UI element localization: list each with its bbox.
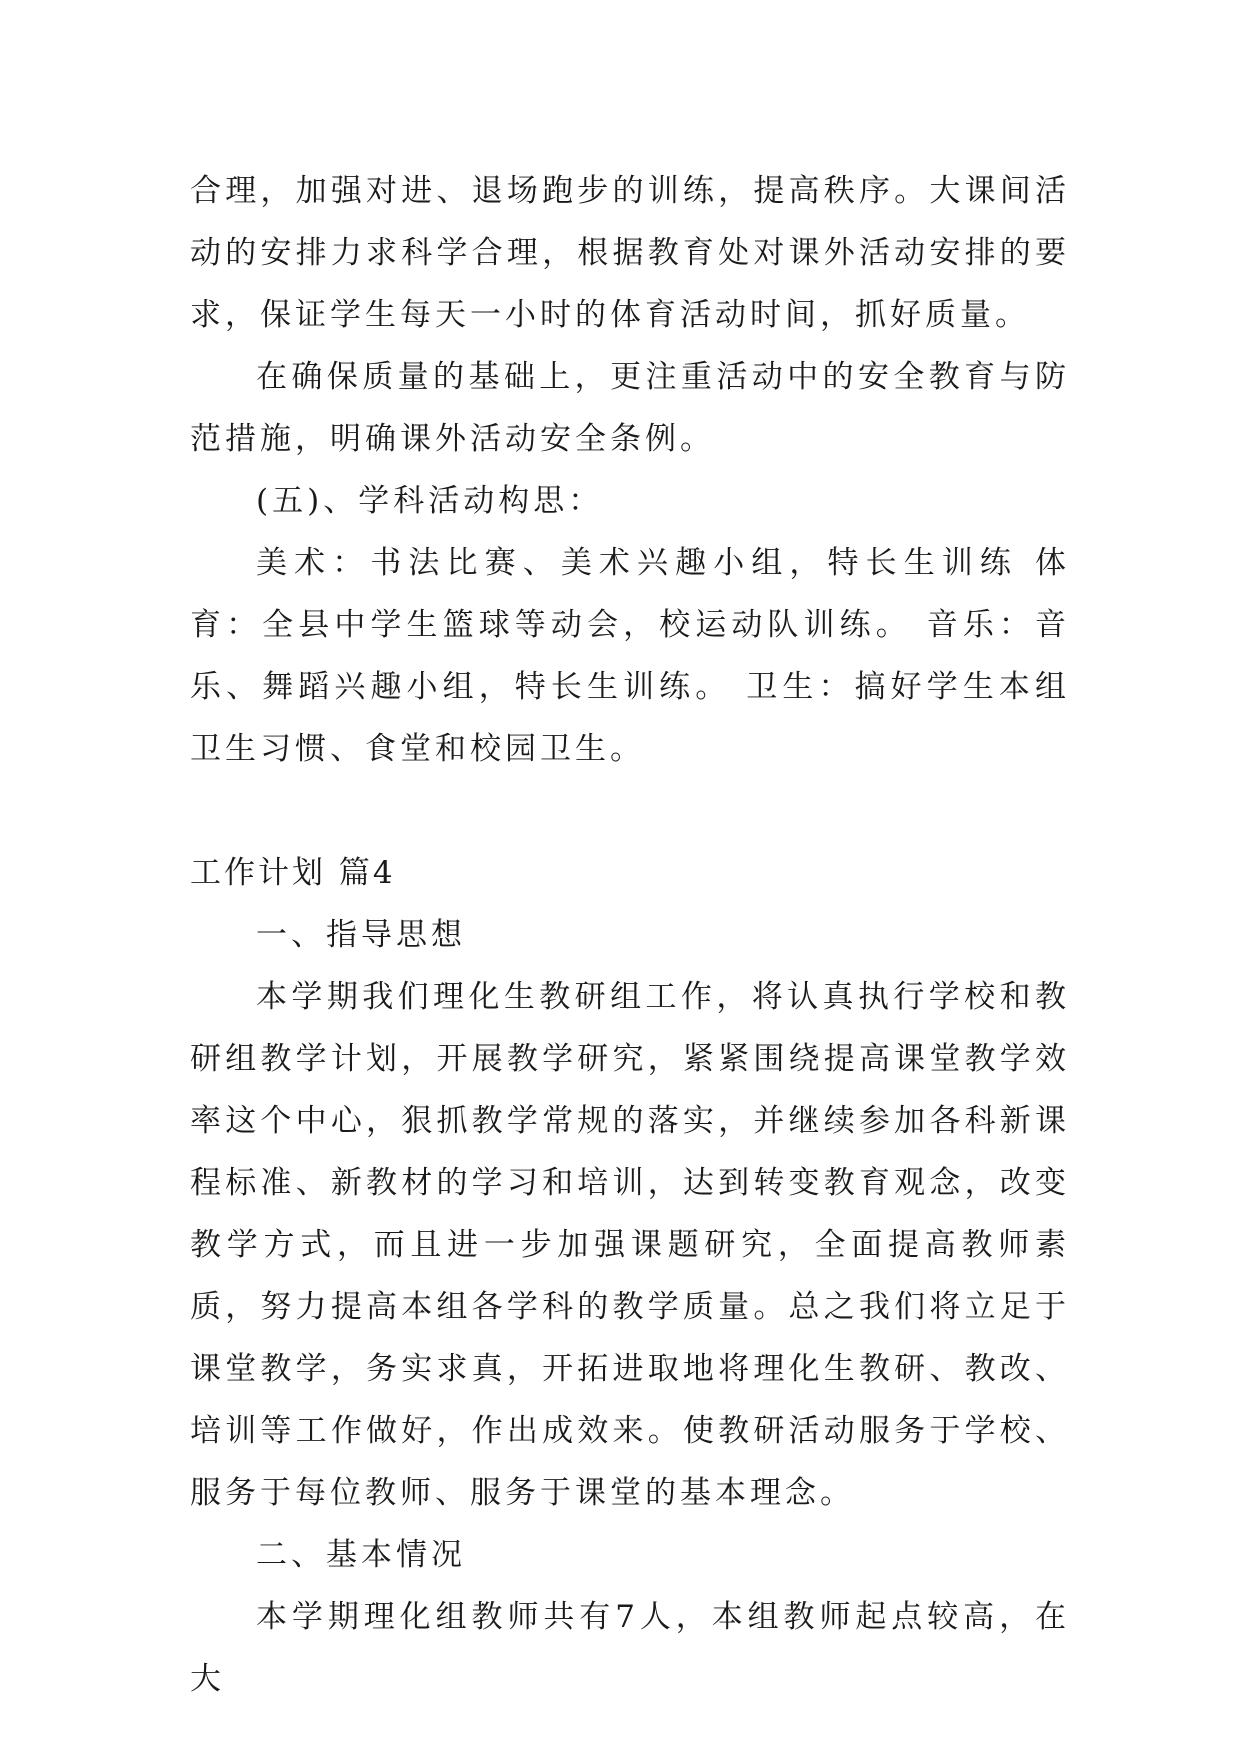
- heading-guiding-ideology: 一、指导思想: [256, 917, 466, 953]
- document-body: [190, 160, 1070, 1710]
- paragraph-basic-situation: 本学期理化组教师共有7人，本组教师起点较高，在大: [190, 1599, 1070, 1697]
- paragraph-subject-activities-heading: (五)、学科活动构思：: [256, 483, 604, 519]
- section-spacer: [190, 780, 1070, 842]
- heading-basic-situation: 二、基本情况: [256, 1537, 466, 1573]
- section-title: 工作计划 篇4: [190, 855, 396, 891]
- paragraph-guiding-ideology: 本学期我们理化生教研组工作，将认真执行学校和教研组教学计划，开展教学研究，紧紧围绕提高课堂教学效率这个中心，狠抓教学常规的落实，并继续参加各科新课程标准、新教材的学习和培训，达到转变教育观念，改变教学方式，而且进一步加强课题研究，全面提高教师素质，努力提高本组各学科的教学质量。总之我们将立足于课堂教学，务实求真，开拓进取地将理化生教研、教改、培训等工作做好，作出成效来。使教研活动服务于学校、服务于每位教师、服务于课堂的基本理念。: [190, 979, 1070, 1511]
- paragraph-activity-arrangement: 合理，加强对进、退场跑步的训练，提高秩序。大课间活动的安排力求科学合理，根据教育处对课外活动安排的要求，保证学生每天一小时的体育活动时间，抓好质量。: [190, 173, 1070, 333]
- paragraph-subject-activities-list: 美术：书法比赛、美术兴趣小组，特长生训练 体育：全县中学生篮球等动会，校运动队训练。 音乐：音乐、舞蹈兴趣小组，特长生训练。 卫生：搞好学生本组卫生习惯、食堂和校园卫生。: [190, 545, 1070, 767]
- paragraph-safety-education: 在确保质量的基础上，更注重活动中的安全教育与防范措施，明确课外活动安全条例。: [190, 359, 1070, 457]
